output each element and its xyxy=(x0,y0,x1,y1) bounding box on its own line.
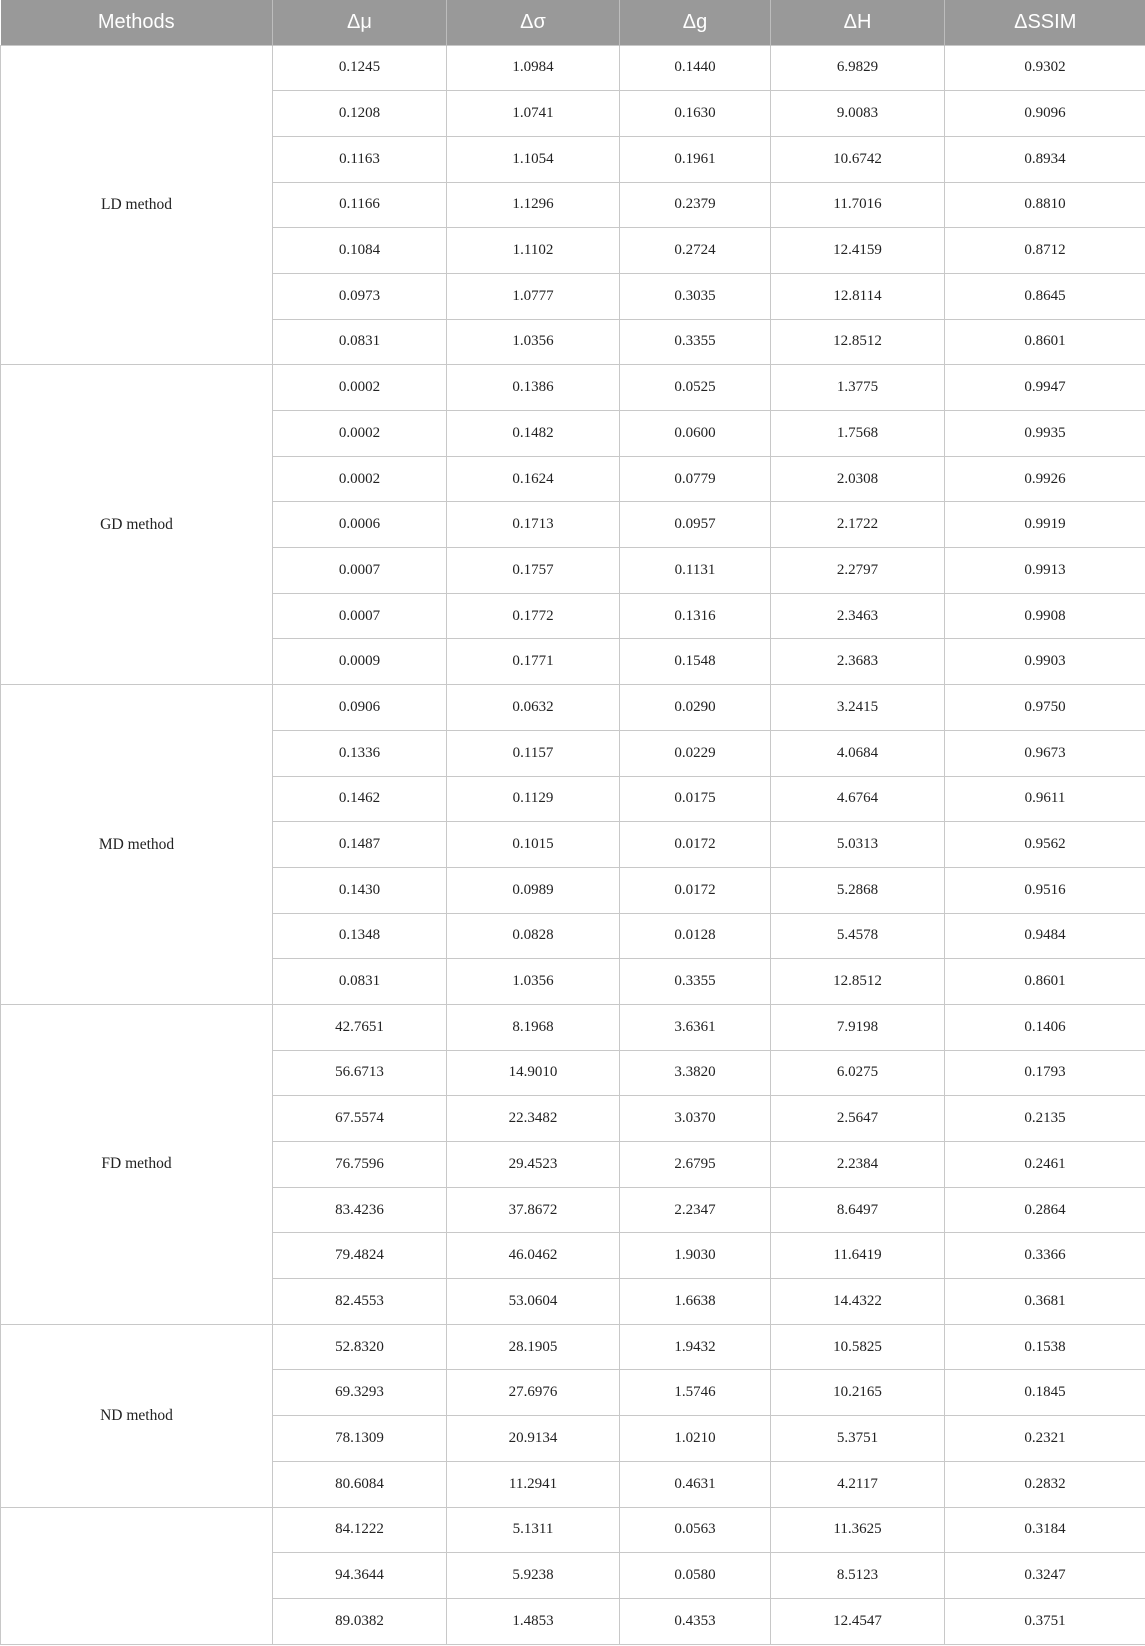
delta-mu-cell: 69.3293 xyxy=(273,1370,447,1416)
delta-ssim-cell: 0.8810 xyxy=(945,182,1145,228)
delta-ssim-cell: 0.9484 xyxy=(945,913,1145,959)
delta-mu-cell: 94.3644 xyxy=(273,1553,447,1599)
delta-mu-cell: 0.1208 xyxy=(273,91,447,137)
delta-h-cell: 2.3683 xyxy=(771,639,945,685)
delta-g-cell: 0.1548 xyxy=(620,639,771,685)
table-row xyxy=(1,1324,1145,1370)
delta-sigma-cell: 20.9134 xyxy=(447,1416,620,1462)
delta-g-cell: 0.1961 xyxy=(620,136,771,182)
header-methods: Methods xyxy=(1,0,273,45)
delta-h-cell: 6.0275 xyxy=(771,1050,945,1096)
delta-h-cell: 5.3751 xyxy=(771,1416,945,1462)
delta-g-cell: 0.3355 xyxy=(620,319,771,365)
delta-h-cell: 12.8114 xyxy=(771,273,945,319)
method-cell: LD method xyxy=(1,45,273,365)
table-row xyxy=(1,1004,1145,1050)
delta-mu-cell: 0.0007 xyxy=(273,593,447,639)
delta-h-cell: 4.6764 xyxy=(771,776,945,822)
delta-mu-cell: 0.1430 xyxy=(273,867,447,913)
delta-ssim-cell: 0.2864 xyxy=(945,1187,1145,1233)
delta-mu-cell: 0.0002 xyxy=(273,365,447,411)
delta-g-cell: 0.0580 xyxy=(620,1553,771,1599)
delta-mu-cell: 76.7596 xyxy=(273,1142,447,1188)
delta-h-cell: 2.2384 xyxy=(771,1142,945,1188)
delta-h-cell: 5.2868 xyxy=(771,867,945,913)
header-row xyxy=(1,0,1145,45)
delta-sigma-cell: 0.1157 xyxy=(447,730,620,776)
delta-h-cell: 4.2117 xyxy=(771,1461,945,1507)
delta-ssim-cell: 0.3681 xyxy=(945,1279,1145,1325)
table-row xyxy=(1,365,1145,411)
delta-ssim-cell: 0.1406 xyxy=(945,1004,1145,1050)
delta-g-cell: 0.0229 xyxy=(620,730,771,776)
delta-sigma-cell: 1.1054 xyxy=(447,136,620,182)
delta-g-cell: 0.1630 xyxy=(620,91,771,137)
delta-h-cell: 11.6419 xyxy=(771,1233,945,1279)
delta-h-cell: 6.9829 xyxy=(771,45,945,91)
delta-g-cell: 2.6795 xyxy=(620,1142,771,1188)
delta-g-cell: 1.9030 xyxy=(620,1233,771,1279)
delta-h-cell: 12.4159 xyxy=(771,228,945,274)
delta-sigma-cell: 1.0356 xyxy=(447,959,620,1005)
delta-mu-cell: 83.4236 xyxy=(273,1187,447,1233)
table-body xyxy=(1,45,1145,1644)
method-cell: ND method xyxy=(1,1324,273,1507)
delta-sigma-cell: 53.0604 xyxy=(447,1279,620,1325)
delta-h-cell: 9.0083 xyxy=(771,91,945,137)
method-cell: MD method xyxy=(1,685,273,1005)
delta-h-cell: 2.2797 xyxy=(771,548,945,594)
delta-mu-cell: 82.4553 xyxy=(273,1279,447,1325)
delta-sigma-cell: 22.3482 xyxy=(447,1096,620,1142)
delta-sigma-cell: 1.1296 xyxy=(447,182,620,228)
delta-sigma-cell: 1.0356 xyxy=(447,319,620,365)
delta-mu-cell: 78.1309 xyxy=(273,1416,447,1462)
delta-h-cell: 10.5825 xyxy=(771,1324,945,1370)
delta-sigma-cell: 11.2941 xyxy=(447,1461,620,1507)
delta-sigma-cell: 0.0828 xyxy=(447,913,620,959)
delta-ssim-cell: 0.3366 xyxy=(945,1233,1145,1279)
delta-mu-cell: 0.0906 xyxy=(273,685,447,731)
delta-mu-cell: 0.0007 xyxy=(273,548,447,594)
delta-h-cell: 1.7568 xyxy=(771,411,945,457)
delta-sigma-cell: 0.0989 xyxy=(447,867,620,913)
delta-ssim-cell: 0.9673 xyxy=(945,730,1145,776)
delta-h-cell: 10.6742 xyxy=(771,136,945,182)
delta-h-cell: 8.6497 xyxy=(771,1187,945,1233)
delta-h-cell: 12.8512 xyxy=(771,959,945,1005)
header-delta-h: ΔH xyxy=(771,0,945,45)
delta-ssim-cell: 0.2461 xyxy=(945,1142,1145,1188)
table-header xyxy=(1,0,1145,45)
delta-ssim-cell: 0.9302 xyxy=(945,45,1145,91)
delta-ssim-cell: 0.9913 xyxy=(945,548,1145,594)
delta-g-cell: 0.0563 xyxy=(620,1507,771,1553)
delta-sigma-cell: 0.1713 xyxy=(447,502,620,548)
delta-g-cell: 0.3035 xyxy=(620,273,771,319)
delta-ssim-cell: 0.8934 xyxy=(945,136,1145,182)
table-row xyxy=(1,45,1145,91)
delta-mu-cell: 52.8320 xyxy=(273,1324,447,1370)
delta-ssim-cell: 0.9919 xyxy=(945,502,1145,548)
delta-ssim-cell: 0.3751 xyxy=(945,1598,1145,1644)
delta-g-cell: 0.0175 xyxy=(620,776,771,822)
delta-sigma-cell: 1.4853 xyxy=(447,1598,620,1644)
delta-g-cell: 1.9432 xyxy=(620,1324,771,1370)
delta-h-cell: 12.8512 xyxy=(771,319,945,365)
delta-g-cell: 0.0957 xyxy=(620,502,771,548)
delta-sigma-cell: 5.9238 xyxy=(447,1553,620,1599)
delta-g-cell: 1.6638 xyxy=(620,1279,771,1325)
delta-ssim-cell: 0.9908 xyxy=(945,593,1145,639)
delta-mu-cell: 67.5574 xyxy=(273,1096,447,1142)
delta-h-cell: 11.7016 xyxy=(771,182,945,228)
delta-ssim-cell: 0.8601 xyxy=(945,319,1145,365)
delta-sigma-cell: 29.4523 xyxy=(447,1142,620,1188)
header-delta-g: Δg xyxy=(620,0,771,45)
delta-mu-cell: 80.6084 xyxy=(273,1461,447,1507)
delta-g-cell: 0.1316 xyxy=(620,593,771,639)
delta-mu-cell: 0.1462 xyxy=(273,776,447,822)
delta-sigma-cell: 1.0984 xyxy=(447,45,620,91)
delta-ssim-cell: 0.9935 xyxy=(945,411,1145,457)
delta-g-cell: 0.0172 xyxy=(620,867,771,913)
delta-h-cell: 2.5647 xyxy=(771,1096,945,1142)
delta-mu-cell: 42.7651 xyxy=(273,1004,447,1050)
delta-h-cell: 8.5123 xyxy=(771,1553,945,1599)
delta-sigma-cell: 0.1624 xyxy=(447,456,620,502)
delta-mu-cell: 0.0002 xyxy=(273,456,447,502)
delta-sigma-cell: 28.1905 xyxy=(447,1324,620,1370)
delta-sigma-cell: 27.6976 xyxy=(447,1370,620,1416)
delta-ssim-cell: 0.9947 xyxy=(945,365,1145,411)
delta-ssim-cell: 0.2832 xyxy=(945,1461,1145,1507)
delta-mu-cell: 84.1222 xyxy=(273,1507,447,1553)
delta-mu-cell: 79.4824 xyxy=(273,1233,447,1279)
delta-sigma-cell: 0.1015 xyxy=(447,822,620,868)
delta-g-cell: 0.0600 xyxy=(620,411,771,457)
delta-h-cell: 7.9198 xyxy=(771,1004,945,1050)
delta-ssim-cell: 0.3247 xyxy=(945,1553,1145,1599)
delta-h-cell: 5.0313 xyxy=(771,822,945,868)
delta-g-cell: 0.1440 xyxy=(620,45,771,91)
table-row xyxy=(1,1507,1145,1553)
delta-h-cell: 2.3463 xyxy=(771,593,945,639)
delta-g-cell: 2.2347 xyxy=(620,1187,771,1233)
delta-mu-cell: 0.0831 xyxy=(273,319,447,365)
delta-h-cell: 1.3775 xyxy=(771,365,945,411)
delta-sigma-cell: 5.1311 xyxy=(447,1507,620,1553)
delta-ssim-cell: 0.9096 xyxy=(945,91,1145,137)
delta-h-cell: 12.4547 xyxy=(771,1598,945,1644)
table-row xyxy=(1,685,1145,731)
delta-mu-cell: 0.1336 xyxy=(273,730,447,776)
delta-g-cell: 0.0172 xyxy=(620,822,771,868)
delta-sigma-cell: 0.1386 xyxy=(447,365,620,411)
delta-sigma-cell: 0.1757 xyxy=(447,548,620,594)
delta-g-cell: 0.0128 xyxy=(620,913,771,959)
delta-g-cell: 1.5746 xyxy=(620,1370,771,1416)
delta-h-cell: 2.0308 xyxy=(771,456,945,502)
delta-h-cell: 4.0684 xyxy=(771,730,945,776)
delta-ssim-cell: 0.9516 xyxy=(945,867,1145,913)
delta-h-cell: 14.4322 xyxy=(771,1279,945,1325)
delta-ssim-cell: 0.9562 xyxy=(945,822,1145,868)
delta-mu-cell: 0.0973 xyxy=(273,273,447,319)
delta-ssim-cell: 0.2135 xyxy=(945,1096,1145,1142)
delta-ssim-cell: 0.8601 xyxy=(945,959,1145,1005)
delta-g-cell: 0.0525 xyxy=(620,365,771,411)
delta-g-cell: 0.3355 xyxy=(620,959,771,1005)
delta-mu-cell: 0.1166 xyxy=(273,182,447,228)
delta-ssim-cell: 0.9903 xyxy=(945,639,1145,685)
delta-g-cell: 3.0370 xyxy=(620,1096,771,1142)
delta-g-cell: 0.2379 xyxy=(620,182,771,228)
delta-h-cell: 11.3625 xyxy=(771,1507,945,1553)
delta-mu-cell: 0.0006 xyxy=(273,502,447,548)
delta-mu-cell: 0.1245 xyxy=(273,45,447,91)
delta-g-cell: 3.3820 xyxy=(620,1050,771,1096)
delta-ssim-cell: 0.9750 xyxy=(945,685,1145,731)
delta-mu-cell: 0.1163 xyxy=(273,136,447,182)
delta-g-cell: 0.1131 xyxy=(620,548,771,594)
delta-sigma-cell: 1.0777 xyxy=(447,273,620,319)
method-cell xyxy=(1,1507,273,1644)
delta-sigma-cell: 1.1102 xyxy=(447,228,620,274)
delta-mu-cell: 0.0009 xyxy=(273,639,447,685)
delta-g-cell: 0.0290 xyxy=(620,685,771,731)
delta-g-cell: 3.6361 xyxy=(620,1004,771,1050)
delta-h-cell: 3.2415 xyxy=(771,685,945,731)
delta-mu-cell: 0.1348 xyxy=(273,913,447,959)
delta-sigma-cell: 0.1129 xyxy=(447,776,620,822)
delta-g-cell: 0.2724 xyxy=(620,228,771,274)
delta-h-cell: 5.4578 xyxy=(771,913,945,959)
delta-ssim-cell: 0.8645 xyxy=(945,273,1145,319)
delta-h-cell: 2.1722 xyxy=(771,502,945,548)
delta-g-cell: 1.0210 xyxy=(620,1416,771,1462)
delta-sigma-cell: 37.8672 xyxy=(447,1187,620,1233)
delta-mu-cell: 0.0831 xyxy=(273,959,447,1005)
header-delta-ssim: ΔSSIM xyxy=(945,0,1145,45)
delta-mu-cell: 89.0382 xyxy=(273,1598,447,1644)
delta-ssim-cell: 0.8712 xyxy=(945,228,1145,274)
delta-ssim-cell: 0.3184 xyxy=(945,1507,1145,1553)
delta-ssim-cell: 0.2321 xyxy=(945,1416,1145,1462)
method-cell: FD method xyxy=(1,1004,273,1324)
delta-sigma-cell: 14.9010 xyxy=(447,1050,620,1096)
delta-g-cell: 0.4353 xyxy=(620,1598,771,1644)
delta-g-cell: 0.4631 xyxy=(620,1461,771,1507)
delta-mu-cell: 0.1084 xyxy=(273,228,447,274)
delta-sigma-cell: 8.1968 xyxy=(447,1004,620,1050)
delta-sigma-cell: 0.0632 xyxy=(447,685,620,731)
delta-mu-cell: 0.1487 xyxy=(273,822,447,868)
delta-sigma-cell: 1.0741 xyxy=(447,91,620,137)
delta-sigma-cell: 0.1482 xyxy=(447,411,620,457)
delta-ssim-cell: 0.1538 xyxy=(945,1324,1145,1370)
delta-ssim-cell: 0.1845 xyxy=(945,1370,1145,1416)
delta-ssim-cell: 0.1793 xyxy=(945,1050,1145,1096)
delta-ssim-cell: 0.9611 xyxy=(945,776,1145,822)
delta-sigma-cell: 0.1772 xyxy=(447,593,620,639)
header-delta-sigma: Δσ xyxy=(447,0,620,45)
header-delta-mu: Δμ xyxy=(273,0,447,45)
delta-g-cell: 0.0779 xyxy=(620,456,771,502)
delta-h-cell: 10.2165 xyxy=(771,1370,945,1416)
method-cell: GD method xyxy=(1,365,273,685)
delta-ssim-cell: 0.9926 xyxy=(945,456,1145,502)
delta-mu-cell: 0.0002 xyxy=(273,411,447,457)
delta-mu-cell: 56.6713 xyxy=(273,1050,447,1096)
delta-sigma-cell: 0.1771 xyxy=(447,639,620,685)
delta-sigma-cell: 46.0462 xyxy=(447,1233,620,1279)
